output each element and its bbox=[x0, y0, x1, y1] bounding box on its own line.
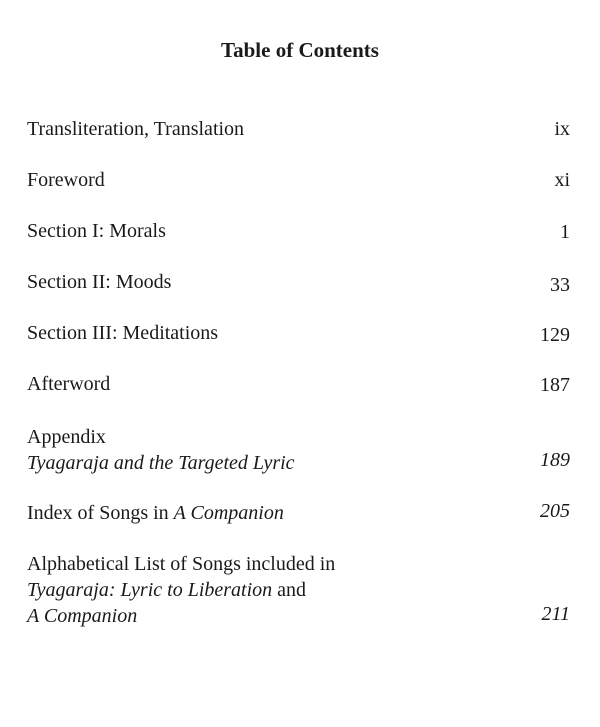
toc-entry-page: 187 bbox=[540, 374, 570, 396]
toc-entry-page: 205 bbox=[540, 500, 570, 522]
toc-entry-line2-plain: and bbox=[277, 579, 307, 601]
toc-entry-line3-italic: A Companion bbox=[27, 605, 138, 627]
toc-entry-line2-italic: Tyagaraja: Lyric to Liberation bbox=[27, 579, 273, 601]
toc-entry-label: Section I: Morals bbox=[27, 220, 166, 242]
toc-entry-label: Alphabetical List of Songs included in bbox=[27, 553, 336, 575]
toc-entry-page: ix bbox=[554, 118, 570, 140]
toc-entry-page: xi bbox=[554, 169, 570, 191]
toc-entry-label: Appendix bbox=[27, 426, 106, 448]
toc-entry-label: Afterword bbox=[27, 373, 111, 395]
toc-entry-label: Section III: Meditations bbox=[27, 322, 219, 344]
toc-entry-page: 1 bbox=[560, 221, 570, 243]
toc-entry-page: 189 bbox=[540, 449, 570, 471]
toc-entry-subtitle: Tyagaraja and the Targeted Lyric bbox=[27, 452, 295, 474]
toc-entry-page: 33 bbox=[550, 274, 570, 296]
toc-entry-label: Transliteration, Translation bbox=[27, 118, 245, 140]
toc-entry-page: 211 bbox=[541, 603, 570, 625]
page-title: Table of Contents bbox=[221, 38, 379, 62]
toc-entry-label-italic: A Companion bbox=[173, 502, 284, 524]
toc-entry-label: Foreword bbox=[27, 169, 105, 191]
toc-entry-label: Section II: Moods bbox=[27, 271, 172, 293]
toc-entry-page: 129 bbox=[540, 324, 570, 346]
toc-entry-label: Index of Songs in bbox=[27, 502, 169, 524]
